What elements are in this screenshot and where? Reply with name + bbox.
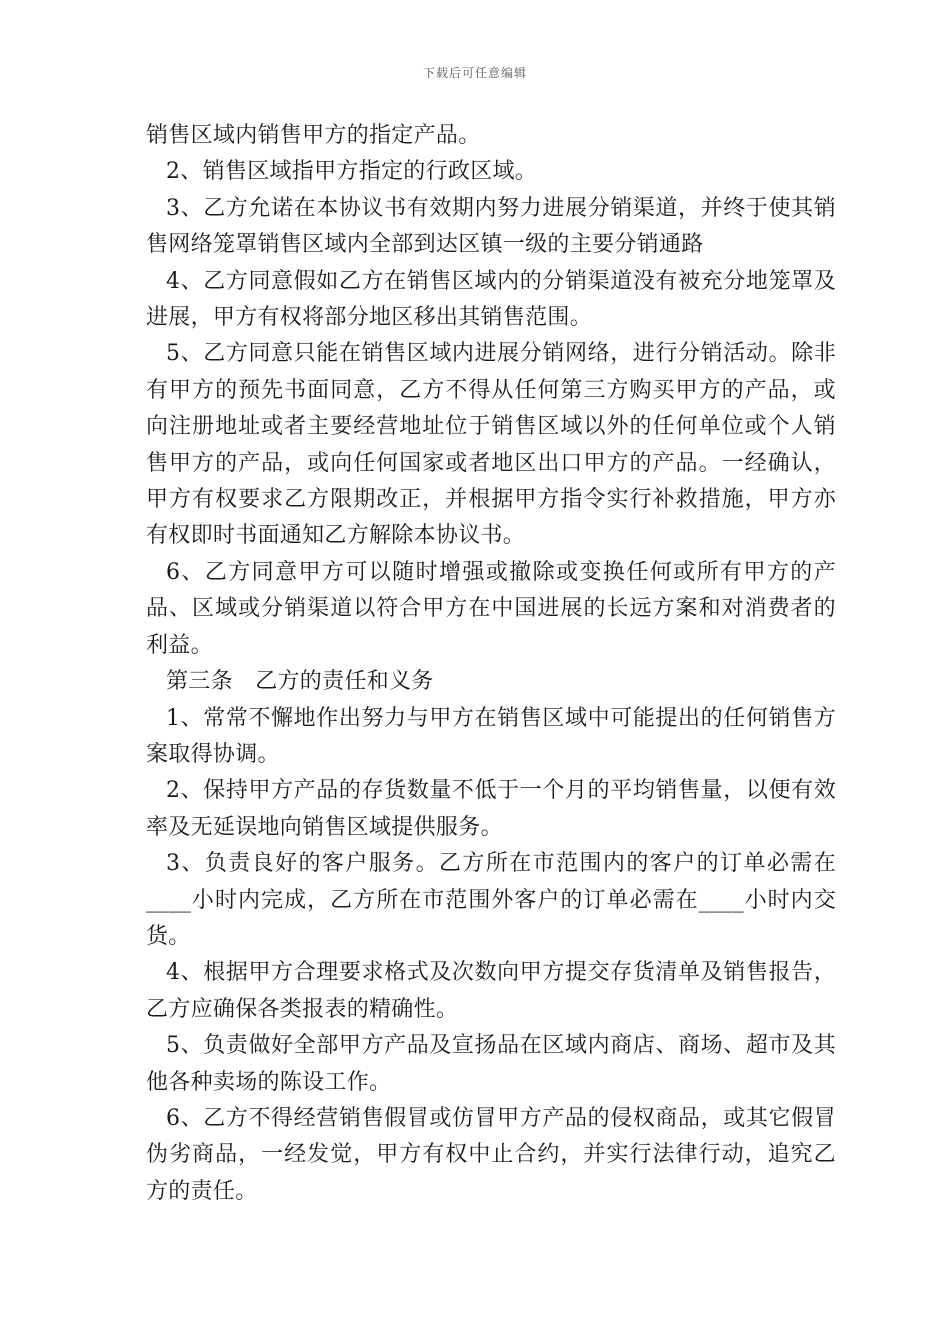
- article-3-heading: 第三条 乙方的责任和义务: [166, 669, 434, 695]
- paragraph-continuation: 销售区域内销售甲方的指定产品。: [146, 123, 481, 148]
- document-body: [146, 118, 836, 1210]
- clause-3-2: 2、保持甲方产品的存货数量不低于一个月的平均销售量，以便有效率及无延误地向销售区域提供服务。: [146, 778, 836, 840]
- clause-3-5: 5、负责做好全部甲方产品及宣扬品在区域内商店、商场、超市及其他各种卖场的陈设工作。: [146, 1033, 836, 1095]
- page-header: 下载后可任意编辑: [422, 66, 527, 80]
- clause-2-6: 6、乙方同意甲方可以随时增强或撤除或变换任何或所有甲方的产品、区域或分销渠道以符合甲方在中国进展的长远方案和对消费者的利益。: [146, 559, 836, 658]
- clause-2-4: 4、乙方同意假如乙方在销售区域内的分销渠道没有被充分地笼罩及进展，甲方有权将部分地区移出其销售范围。: [146, 268, 836, 331]
- clause-3-6: 6、乙方不得经营销售假冒或仿冒甲方产品的侵权商品，或其它假冒伪劣商品，一经发觉，甲方有权中止合约，并实行法律行动，追究乙方的责任。: [146, 1105, 836, 1204]
- clause-2-3: 3、乙方允诺在本协议书有效期内努力进展分销渠道，并终于使其销售网络笼罩销售区域内全部到达区镇一级的主要分销通路: [146, 195, 836, 258]
- clause-3-4: 4、根据甲方合理要求格式及次数向甲方提交存货清单及销售报告，乙方应确保各类报表的精确性。: [146, 960, 836, 1022]
- clause-3-3: 3、负责良好的客户服务。乙方所在市范围内的客户的订单必需在____小时内完成，乙方所在市范围外客户的订单必需在____小时内交货。: [146, 851, 836, 949]
- clause-2-2: 2、销售区域指甲方指定的行政区域。: [166, 159, 538, 185]
- clause-2-5: 5、乙方同意只能在销售区域内进展分销网络，进行分销活动。除非有甲方的预先书面同意，乙方不得从任何第三方购买甲方的产品，或向注册地址或者主要经营地址位于销售区域以外的任何单位或个人销售甲方的产品，或向任何国家或者地区出口甲方的产品。一经确认，甲方有权要求乙方限期改正，并根据甲方指令实行补救措施，甲方亦有权即时书面通知乙方解除本协议书。: [146, 341, 836, 549]
- clause-3-1: 1、常常不懈地作出努力与甲方在销售区域中可能提出的任何销售方案取得协调。: [146, 705, 836, 767]
